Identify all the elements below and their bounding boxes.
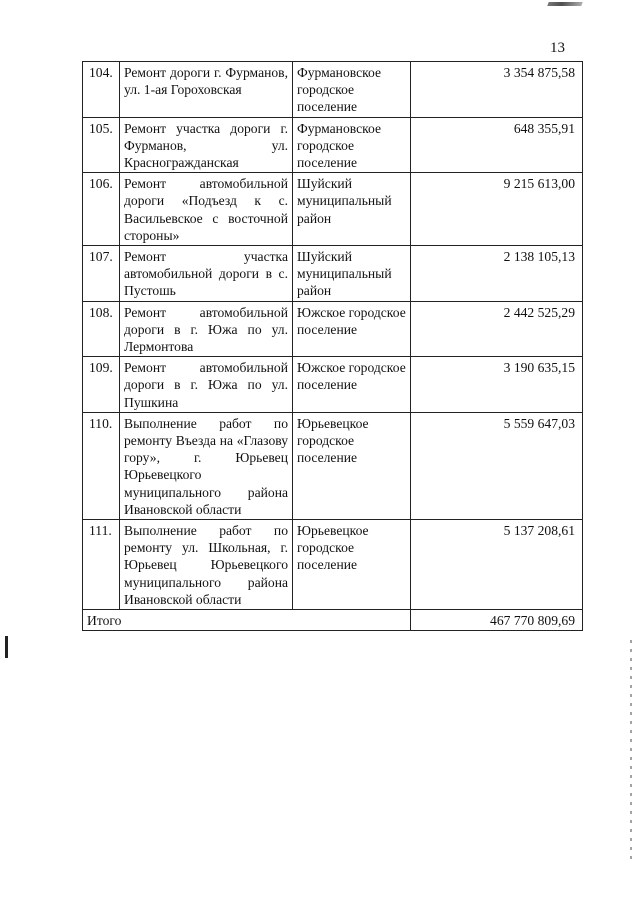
table-row	[83, 301, 583, 357]
row-municipality: Фурмановское городское поселение	[293, 117, 411, 173]
row-municipality: Южское городское поселение	[293, 357, 411, 413]
row-description: Ремонт автомобильной дороги в г. Южа по ул. Пушкина	[120, 357, 293, 413]
row-amount: 5 559 647,03	[411, 412, 583, 519]
row-number: 105.	[83, 117, 120, 173]
row-description: Ремонт автомобильной дороги в г. Южа по ул. Лермонтова	[120, 301, 293, 357]
row-description: Ремонт участка дороги г. Фурманов, ул. Красногражданская	[120, 117, 293, 173]
page-number: 13	[550, 40, 565, 56]
row-number: 106.	[83, 173, 120, 246]
table-row	[83, 520, 583, 610]
row-description: Ремонт автомобильной дороги «Подъезд к с. Васильевское с восточной стороны»	[120, 173, 293, 246]
table-row	[83, 246, 583, 302]
row-municipality: Юрьевецкое городское поселение	[293, 520, 411, 610]
total-row	[83, 610, 583, 631]
table-row	[83, 357, 583, 413]
total-label: Итого	[83, 610, 411, 631]
row-amount: 5 137 208,61	[411, 520, 583, 610]
row-number: 107.	[83, 246, 120, 302]
total-amount: 467 770 809,69	[411, 610, 583, 631]
table-row	[83, 117, 583, 173]
table-row	[83, 173, 583, 246]
row-number: 108.	[83, 301, 120, 357]
table-row	[83, 62, 583, 118]
scan-artifact-left	[5, 636, 8, 658]
row-municipality: Шуйский муниципальный район	[293, 246, 411, 302]
row-municipality: Фурмановское городское поселение	[293, 62, 411, 118]
row-municipality: Юрьевецкое городское поселение	[293, 412, 411, 519]
row-amount: 3 354 875,58	[411, 62, 583, 118]
row-number: 109.	[83, 357, 120, 413]
row-description: Ремонт дороги г. Фурманов, ул. 1-ая Гороховская	[120, 62, 293, 118]
table-row	[83, 412, 583, 519]
scan-artifact-top	[547, 2, 582, 6]
row-description: Ремонт участка автомобильной дороги в с. Пустошь	[120, 246, 293, 302]
row-description: Выполнение работ по ремонту ул. Школьная, г. Юрьевец Юрьевецкого муниципального района Ивановской области	[120, 520, 293, 610]
row-amount: 3 190 635,15	[411, 357, 583, 413]
row-amount: 648 355,91	[411, 117, 583, 173]
row-amount: 2 138 105,13	[411, 246, 583, 302]
row-description: Выполнение работ по ремонту Въезда на «Глазову гору», г. Юрьевец Юрьевецкого муниципального района Ивановской области	[120, 412, 293, 519]
row-amount: 9 215 613,00	[411, 173, 583, 246]
row-number: 104.	[83, 62, 120, 118]
scan-artifact-right	[630, 640, 632, 860]
row-municipality: Южское городское поселение	[293, 301, 411, 357]
row-number: 111.	[83, 520, 120, 610]
row-number: 110.	[83, 412, 120, 519]
row-amount: 2 442 525,29	[411, 301, 583, 357]
road-repair-table	[82, 61, 583, 631]
row-municipality: Шуйский муниципальный район	[293, 173, 411, 246]
